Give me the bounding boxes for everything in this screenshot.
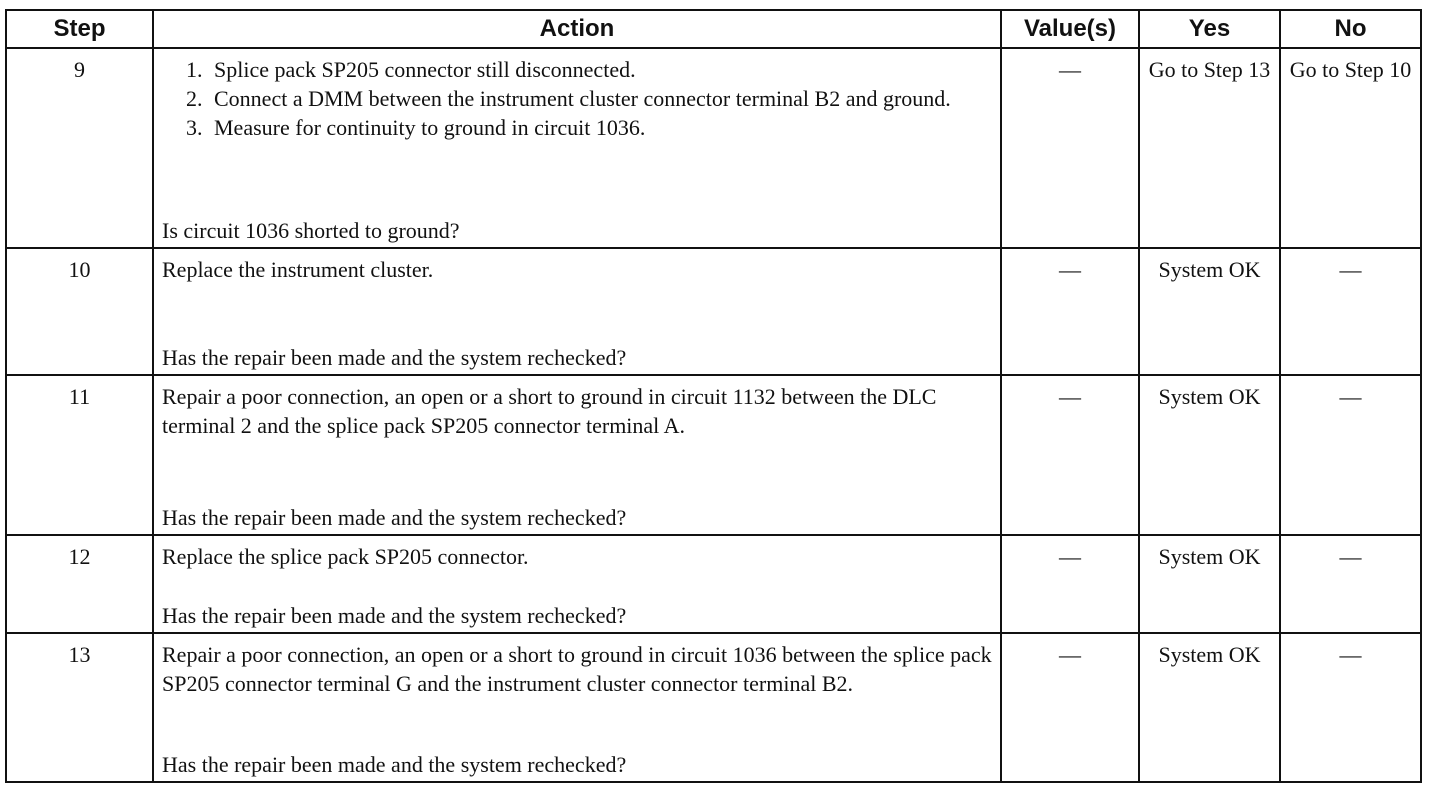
no-cell: —: [1280, 535, 1421, 633]
table-row: [6, 535, 1421, 633]
action-step: 1. Splice pack SP205 connector still disconnected.: [208, 55, 992, 84]
values-cell: —: [1001, 48, 1139, 248]
table-row: [6, 375, 1421, 535]
action-cell: [153, 633, 1001, 782]
values-cell: —: [1001, 248, 1139, 375]
action-text: Repair a poor connection, an open or a short to ground in circuit 1132 between the DLC terminal 2 and the splice pack SP205 connector terminal A.: [162, 384, 937, 438]
step-number: 11: [6, 375, 153, 535]
action-question: Has the repair been made and the system rechecked?: [162, 752, 627, 777]
no-cell: —: [1280, 248, 1421, 375]
header-row: [6, 10, 1421, 48]
step-number: 10: [6, 248, 153, 375]
action-text: Repair a poor connection, an open or a short to ground in circuit 1036 between the splice pack SP205 connector terminal G and the instrument cluster connector terminal B2.: [162, 642, 992, 696]
header-step: Step: [6, 10, 153, 48]
action-question: Has the repair been made and the system rechecked?: [162, 505, 627, 530]
yes-cell: System OK: [1139, 633, 1280, 782]
values-cell: —: [1001, 633, 1139, 782]
action-question: Has the repair been made and the system rechecked?: [162, 345, 627, 370]
action-steps-list: [162, 55, 992, 142]
values-cell: —: [1001, 375, 1139, 535]
yes-cell: System OK: [1139, 375, 1280, 535]
step-number: 12: [6, 535, 153, 633]
action-text: Replace the instrument cluster.: [162, 257, 434, 282]
action-cell: [153, 248, 1001, 375]
action-step: 2. Connect a DMM between the instrument cluster connector terminal B2 and ground.: [208, 84, 992, 113]
yes-cell: System OK: [1139, 535, 1280, 633]
header-yes: Yes: [1139, 10, 1280, 48]
step-number: 9: [6, 48, 153, 248]
step-number: 13: [6, 633, 153, 782]
diagnostic-table: [5, 9, 1422, 783]
no-cell: —: [1280, 633, 1421, 782]
no-cell: Go to Step 10: [1280, 48, 1421, 248]
action-cell: [153, 535, 1001, 633]
values-cell: —: [1001, 535, 1139, 633]
no-cell: —: [1280, 375, 1421, 535]
header-action: Action: [153, 10, 1001, 48]
action-cell: [153, 375, 1001, 535]
table-row: [6, 48, 1421, 248]
yes-cell: System OK: [1139, 248, 1280, 375]
table-row: [6, 248, 1421, 375]
header-no: No: [1280, 10, 1421, 48]
header-values: Value(s): [1001, 10, 1139, 48]
yes-cell: Go to Step 13: [1139, 48, 1280, 248]
action-question: Has the repair been made and the system rechecked?: [162, 603, 627, 628]
table-row: [6, 633, 1421, 782]
action-text: Replace the splice pack SP205 connector.: [162, 544, 529, 569]
action-step: 3. Measure for continuity to ground in circuit 1036.: [208, 113, 992, 142]
action-question: Is circuit 1036 shorted to ground?: [162, 218, 460, 243]
action-cell: [153, 48, 1001, 248]
